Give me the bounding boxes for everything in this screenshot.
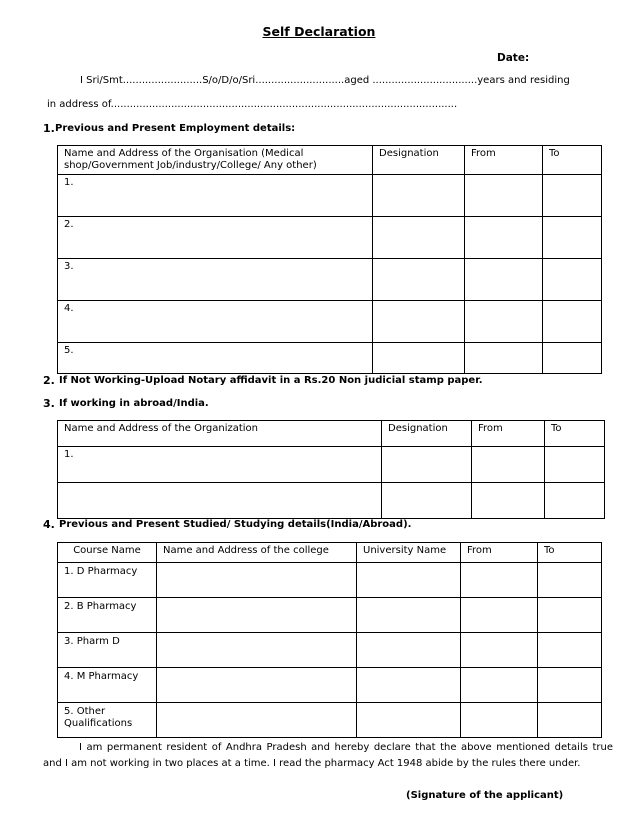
intro-line-1: I Sri/Smt.........................S/o/D/o/Sri............................aged .................................years and residing [80, 75, 570, 86]
employment-row-label: 1. [58, 175, 373, 217]
abroad-row-label [58, 483, 382, 519]
table-row [58, 175, 602, 217]
abroad-header-to: To [545, 421, 605, 447]
study-header-to: To [538, 543, 602, 563]
designation-cell[interactable] [382, 447, 472, 483]
study-table [57, 542, 602, 738]
section-1-number: 1. [43, 122, 55, 135]
course-name-cell: 3. Pharm D [58, 633, 157, 668]
college-cell[interactable] [157, 633, 357, 668]
employment-row-label: 3. [58, 259, 373, 301]
from-cell[interactable] [461, 703, 538, 738]
intro-line-2: in address of............................................................................................................. [47, 99, 458, 110]
abroad-header-designation: Designation [382, 421, 472, 447]
employment-header-org: Name and Address of the Organisation (Medical shop/Government Job/industry/College/ Any other) [58, 146, 373, 175]
abroad-table [57, 420, 605, 519]
employment-row-label: 5. [58, 343, 373, 374]
table-row [58, 563, 602, 598]
employment-table [57, 145, 602, 374]
from-cell[interactable] [461, 563, 538, 598]
table-row [58, 633, 602, 668]
section-1-heading: Previous and Present Employment details: [55, 123, 296, 134]
section-4-heading: Previous and Present Studied/ Studying details(India/Abroad). [59, 519, 412, 530]
course-name-cell: 2. B Pharmacy [58, 598, 157, 633]
study-header-university: University Name [357, 543, 461, 563]
to-cell[interactable] [538, 668, 602, 703]
signature-label: (Signature of the applicant) [406, 790, 564, 801]
from-cell[interactable] [465, 217, 543, 259]
table-row [58, 447, 605, 483]
abroad-header-row [58, 421, 605, 447]
college-cell[interactable] [157, 703, 357, 738]
employment-row-label: 4. [58, 301, 373, 343]
section-3-heading: If working in abroad/India. [59, 398, 209, 409]
employment-header-to: To [543, 146, 602, 175]
from-cell[interactable] [465, 259, 543, 301]
table-row [58, 703, 602, 738]
table-row [58, 259, 602, 301]
study-header-course: Course Name [58, 543, 157, 563]
college-cell[interactable] [157, 598, 357, 633]
to-cell[interactable] [538, 703, 602, 738]
study-header-row [58, 543, 602, 563]
from-cell[interactable] [465, 175, 543, 217]
designation-cell[interactable] [382, 483, 472, 519]
from-cell[interactable] [461, 633, 538, 668]
employment-header-row [58, 146, 602, 175]
section-3-number: 3. [43, 397, 55, 410]
to-cell[interactable] [538, 598, 602, 633]
from-cell[interactable] [465, 301, 543, 343]
to-cell[interactable] [543, 175, 602, 217]
from-cell[interactable] [472, 483, 545, 519]
section-2-number: 2. [43, 374, 55, 387]
from-cell[interactable] [461, 598, 538, 633]
study-header-from: From [461, 543, 538, 563]
to-cell[interactable] [538, 563, 602, 598]
designation-cell[interactable] [373, 217, 465, 259]
abroad-header-org: Name and Address of the Organization [58, 421, 382, 447]
to-cell[interactable] [543, 259, 602, 301]
table-row [58, 301, 602, 343]
from-cell[interactable] [472, 447, 545, 483]
college-cell[interactable] [157, 668, 357, 703]
university-cell[interactable] [357, 633, 461, 668]
abroad-header-from: From [472, 421, 545, 447]
course-name-cell: 5. Other Qualifications [58, 703, 157, 738]
date-label: Date: [497, 52, 530, 64]
table-row [58, 598, 602, 633]
university-cell[interactable] [357, 598, 461, 633]
to-cell[interactable] [538, 633, 602, 668]
designation-cell[interactable] [373, 301, 465, 343]
designation-cell[interactable] [373, 259, 465, 301]
employment-header-from: From [465, 146, 543, 175]
table-row [58, 668, 602, 703]
page-title: Self Declaration [262, 24, 376, 39]
designation-cell[interactable] [373, 175, 465, 217]
table-row [58, 343, 602, 374]
course-name-cell: 4. M Pharmacy [58, 668, 157, 703]
to-cell[interactable] [543, 301, 602, 343]
from-cell[interactable] [465, 343, 543, 374]
to-cell[interactable] [543, 343, 602, 374]
university-cell[interactable] [357, 668, 461, 703]
table-row [58, 483, 605, 519]
table-row [58, 217, 602, 259]
university-cell[interactable] [357, 563, 461, 598]
to-cell[interactable] [545, 483, 605, 519]
section-4-number: 4. [43, 518, 55, 531]
to-cell[interactable] [545, 447, 605, 483]
employment-header-designation: Designation [373, 146, 465, 175]
study-header-college: Name and Address of the college [157, 543, 357, 563]
course-name-cell: 1. D Pharmacy [58, 563, 157, 598]
from-cell[interactable] [461, 668, 538, 703]
to-cell[interactable] [543, 217, 602, 259]
section-2-heading: If Not Working-Upload Notary affidavit in a Rs.20 Non judicial stamp paper. [59, 375, 483, 386]
employment-row-label: 2. [58, 217, 373, 259]
college-cell[interactable] [157, 563, 357, 598]
declaration-text: I am permanent resident of Andhra Pradesh and hereby declare that the above mentioned details true and I am not working in two places at a time. I read the pharmacy Act 1948 abide by the rules there under. [43, 742, 613, 769]
abroad-row-label: 1. [58, 447, 382, 483]
designation-cell[interactable] [373, 343, 465, 374]
university-cell[interactable] [357, 703, 461, 738]
